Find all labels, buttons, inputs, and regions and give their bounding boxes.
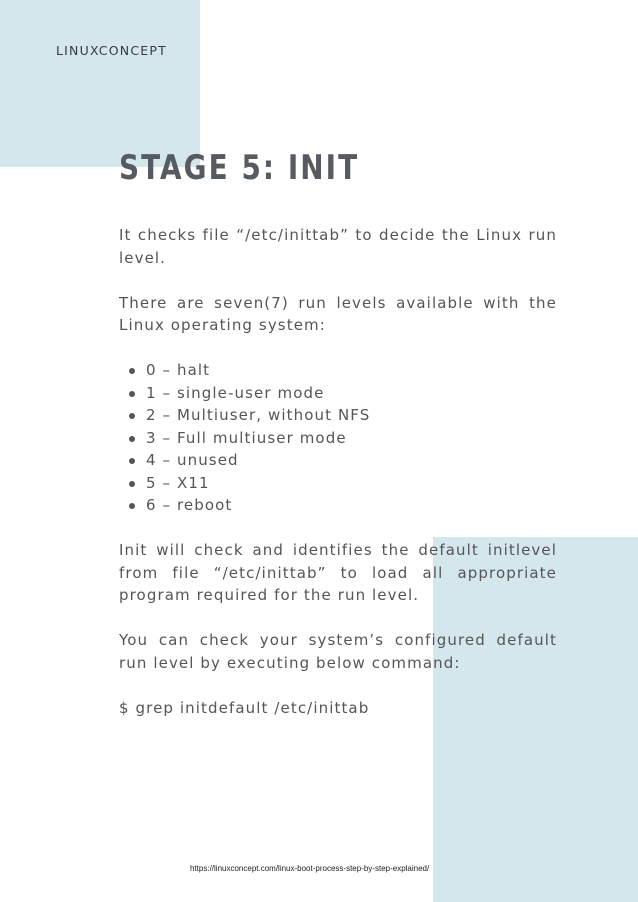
run-level-label: 2 – Multiuser, without NFS bbox=[146, 406, 371, 424]
decorative-block-top-left bbox=[0, 0, 200, 167]
bullet-icon bbox=[129, 458, 135, 464]
run-level-list bbox=[119, 359, 557, 517]
source-url-link[interactable]: https://linuxconcept.com/linux-boot-process-step-by-step-explained/ bbox=[190, 864, 430, 873]
bullet-icon bbox=[129, 413, 135, 419]
list-item bbox=[119, 427, 557, 450]
run-level-label: 4 – unused bbox=[146, 451, 239, 469]
run-level-label: 1 – single-user mode bbox=[146, 383, 325, 402]
run-level-label: 6 – reboot bbox=[146, 496, 233, 514]
bullet-icon bbox=[129, 391, 135, 397]
command-text: $ grep initdefault /etc/inittab bbox=[119, 698, 370, 717]
list-item bbox=[119, 382, 557, 405]
run-level-label: 5 – X11 bbox=[146, 473, 210, 492]
intro-paragraph: It checks file “/etc/inittab” to decide the Linux run level. bbox=[119, 226, 557, 267]
list-item bbox=[119, 449, 557, 472]
list-item bbox=[119, 359, 557, 382]
bullet-icon bbox=[129, 503, 135, 509]
list-item bbox=[119, 472, 557, 495]
run-levels-intro-paragraph: There are seven(7) run levels available with the Linux operating system: bbox=[119, 293, 557, 334]
check-level-paragraph: You can check your system’s configured default run level by executing below command: bbox=[119, 631, 557, 672]
content-body bbox=[119, 224, 557, 742]
bullet-icon bbox=[129, 436, 135, 442]
page-title: STAGE 5: INIT bbox=[119, 148, 360, 188]
bullet-icon bbox=[129, 368, 135, 374]
init-description-paragraph: Init will check and identifies the default initlevel from file “/etc/inittab” to load all appropriate program required for the run level. bbox=[119, 541, 557, 604]
run-level-label: 3 – Full multiuser mode bbox=[146, 428, 347, 447]
list-item bbox=[119, 404, 557, 427]
brand-label: LINUXCONCEPT bbox=[56, 43, 167, 58]
bullet-icon bbox=[129, 481, 135, 487]
list-item bbox=[119, 494, 557, 517]
run-level-label: 0 – halt bbox=[146, 361, 211, 379]
